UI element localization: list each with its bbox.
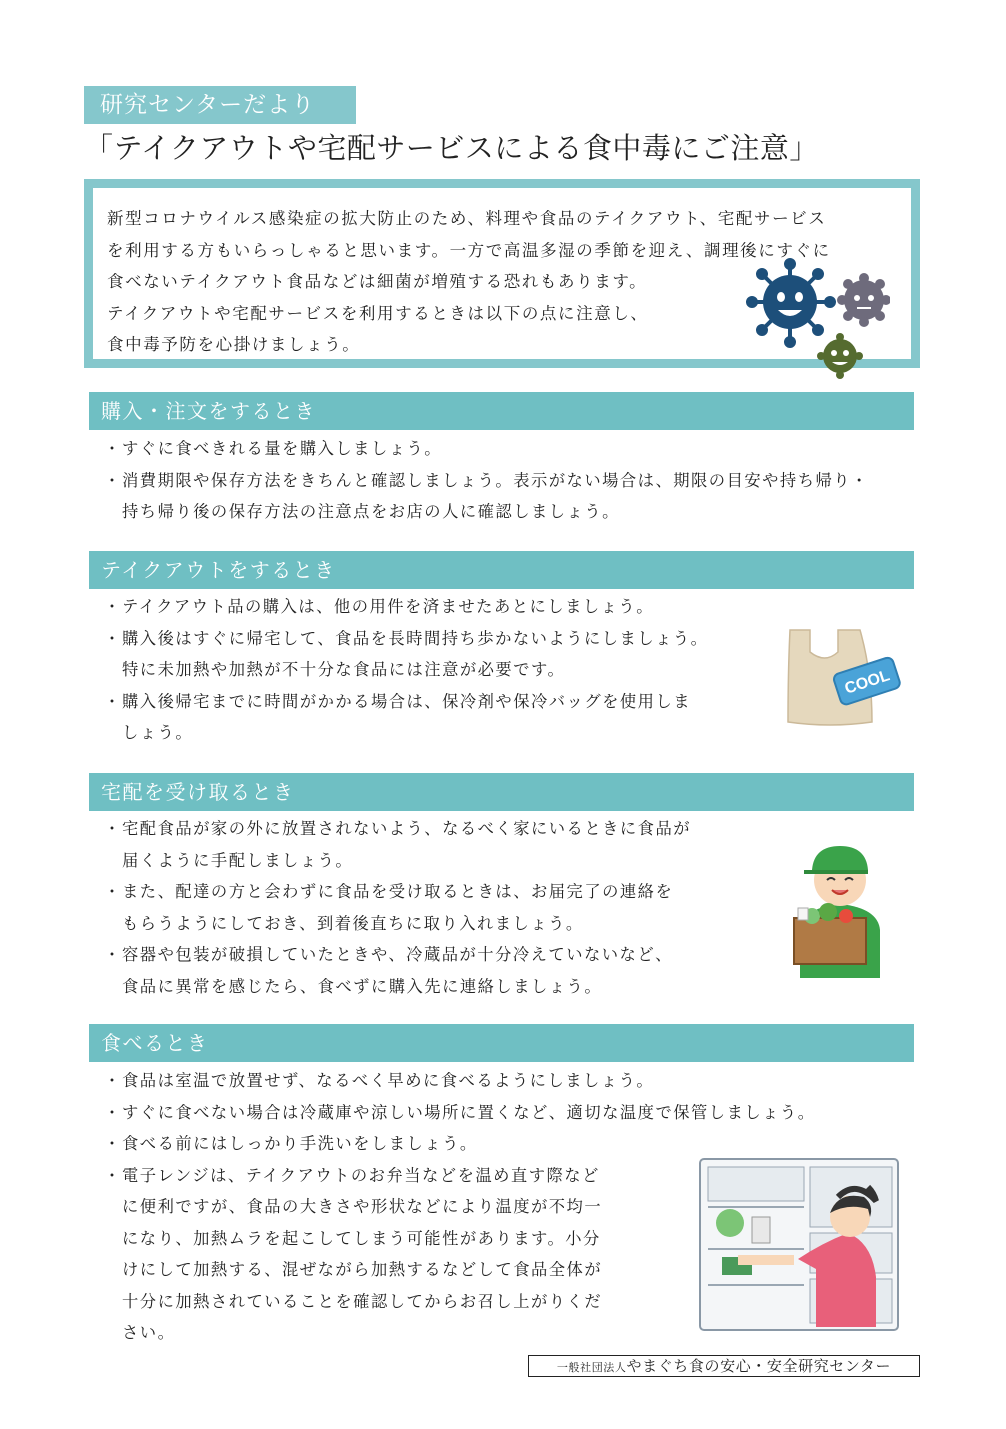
item-text: けにして加熱する、混ぜながら加熱するなどして食品全体が: [122, 1260, 603, 1279]
footer-prefix: 一般社団法人: [556, 1361, 627, 1374]
germ-purple-icon: [837, 273, 890, 327]
list-item: [104, 465, 869, 528]
intro-line: テイクアウトや宅配サービスを利用するときは以下の点に注意し、: [107, 303, 649, 323]
section-heading-delivery: 宅配を受け取るとき: [89, 773, 914, 811]
item-text: になり、加熱ムラを起こしてしまう可能性があります。小分: [122, 1228, 601, 1248]
intro-line: 新型コロナウイルス感染症の拡大防止のため、料理や食品のテイクアウト、宅配サービス: [107, 209, 827, 228]
fridge-illustration: [698, 1157, 900, 1332]
bullet: ・: [104, 470, 121, 490]
item-text: 容器や包装が破損していたときや、冷蔵品が十分冷えていないなど、: [122, 945, 673, 964]
germ-illustration: [740, 252, 890, 384]
bullet: ・: [104, 691, 121, 711]
item-text: しょう。: [122, 723, 194, 742]
list-item: [104, 433, 869, 465]
bullet: ・: [104, 597, 121, 616]
item-text: 食品に異常を感じたら、食べずに購入先に連絡しましょう。: [122, 976, 603, 996]
list-item: [104, 939, 691, 1002]
germ-green-icon: [817, 333, 863, 379]
item-text: 持ち帰り後の保存方法の注意点をお店の人に確認しましょう。: [122, 502, 620, 521]
purchase-list: [104, 433, 869, 528]
bullet: ・: [104, 1165, 121, 1185]
item-text: 十分に加熱されていることを確認してからお召し上がりくだ: [122, 1291, 603, 1311]
item-text: 食品は室温で放置せず、なるべく早めに食べるようにしましょう。: [122, 1071, 655, 1090]
list-item: [104, 591, 708, 623]
bullet: ・: [104, 945, 121, 964]
intro-line: 食べないテイクアウト食品などは細菌が増殖する恐れもあります。: [107, 272, 648, 291]
item-text: 食べる前にはしっかり手洗いをしましょう。: [122, 1134, 478, 1153]
bullet: ・: [104, 1102, 121, 1122]
item-text: 特に未加熱や加熱が不十分な食品には注意が必要です。: [122, 660, 566, 679]
list-item: [104, 1128, 815, 1160]
bullet: ・: [104, 1134, 121, 1153]
item-text: 購入後帰宅までに時間がかかる場合は、保冷剤や保冷バッグを使用しま: [122, 691, 692, 711]
item-text: 消費期限や保存方法をきちんと確認しましょう。表示がない場合は、期限の目安や持ち帰り・: [122, 470, 869, 490]
cool-bag-illustration: [780, 612, 905, 730]
bullet: ・: [104, 882, 121, 901]
item-text: テイクアウト品の購入は、他の用件を済ませたあとにしましょう。: [122, 597, 654, 616]
section-heading-purchase: 購入・注文をするとき: [89, 392, 914, 430]
bullet: ・: [104, 439, 121, 458]
delivery-person-illustration: [790, 838, 890, 980]
item-text: もらうようにしておき、到着後直ちに取り入れましょう。: [122, 913, 584, 933]
cap-icon: [812, 846, 868, 870]
item-text: 届くように手配しましょう。: [122, 850, 354, 870]
list-item: [104, 1065, 815, 1097]
item-text: すぐに食べきれる量を購入しましょう。: [122, 439, 443, 458]
section-heading-eating: 食べるとき: [89, 1024, 914, 1062]
germ-blue-icon: [748, 260, 834, 346]
list-item: [104, 686, 708, 749]
list-item: [104, 876, 691, 939]
bullet: ・: [104, 628, 121, 648]
list-item: [104, 813, 691, 876]
item-text: さい。: [122, 1323, 176, 1342]
footer-name: やまぐち食の安心・安全研究センター: [626, 1357, 892, 1375]
bullet: ・: [104, 819, 121, 838]
page-title: 「テイクアウトや宅配サービスによる食中毒にご注意」: [84, 131, 819, 165]
cool-label: COOL: [842, 667, 892, 698]
item-text: 購入後はすぐに帰宅して、食品を長時間持ち歩かないようにしましょう。: [122, 628, 709, 648]
organization-footer: [528, 1355, 920, 1377]
item-text: すぐに食べない場合は冷蔵庫や涼しい場所に置くなど、適切な温度で保管しましょう。: [122, 1102, 816, 1122]
intro-line: を利用する方もいらっしゃると思います。一方で高温多湿の季節を迎え、調理後にすぐに: [107, 240, 831, 260]
list-item: [104, 623, 708, 686]
bullet: ・: [104, 1071, 121, 1090]
list-item: [104, 1097, 815, 1129]
item-text: 宅配食品が家の外に放置されないよう、なるべく家にいるときに食品が: [122, 819, 692, 838]
item-text: に便利ですが、食品の大きさや形状などにより温度が不均一: [122, 1197, 603, 1216]
takeout-list: [104, 591, 708, 749]
box-icon: [794, 918, 866, 964]
newsletter-tag: 研究センターだより: [84, 86, 356, 124]
item-text: 電子レンジは、テイクアウトのお弁当などを温め直す際など: [122, 1165, 600, 1185]
delivery-list: [104, 813, 691, 1002]
intro-line: 食中毒予防を心掛けましょう。: [107, 335, 361, 354]
section-heading-takeout: テイクアウトをするとき: [89, 551, 914, 589]
item-text: また、配達の方と会わずに食品を受け取るときは、お届完了の連絡を: [122, 882, 674, 901]
